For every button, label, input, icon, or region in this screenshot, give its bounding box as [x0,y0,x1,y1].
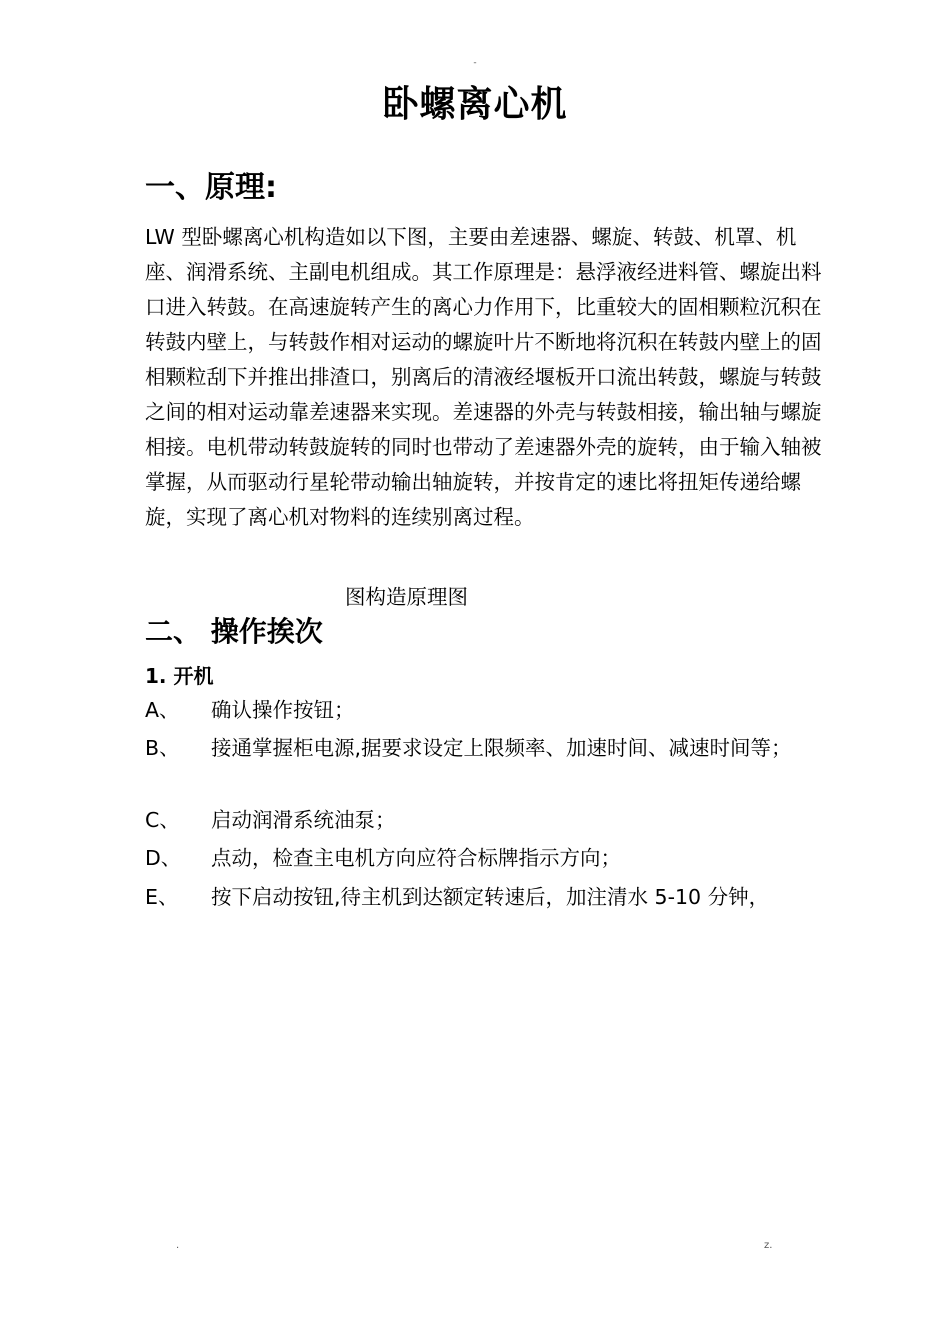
step-text: 启动润滑系统油泵； [211,808,396,832]
step-b [145,731,835,766]
subsection-startup-heading: 1. 开机 [145,664,214,688]
step-label: E、 [145,885,179,909]
step-label: C、 [145,808,180,832]
step-label: B、 [145,736,180,760]
step-text: 接通掌握柜电源,据要求设定上限频率、加速时间、减速时间等； [211,736,792,760]
header-mark: - [473,58,477,68]
step-text: 确认操作按钮； [211,698,355,722]
step-c [145,803,835,838]
step-text: 按下启动按钮,待主机到达额定转速后，加注清水 5-10 分钟， [211,885,770,909]
section-1-heading: 一、原理: [145,170,277,205]
figure-caption: 图构造原理图 [345,585,468,609]
document-title: 卧螺离心机 [382,84,568,125]
step-e [145,880,835,915]
step-text: 点动，检查主电机方向应符合标牌指示方向； [211,846,621,870]
step-label: A、 [145,698,180,722]
step-a [145,693,835,728]
step-label: D、 [145,846,182,870]
principle-paragraph: LW 型卧螺离心机构造如以下图，主要由差速器、螺旋、转鼓、机罩、机座、润滑系统、主副电机组成。其工作原理是：悬浮液经进料管、螺旋出料口进入转鼓。在高速旋转产生的离心力作用下，比重较大的固相颗粒沉积在转鼓内壁上，与转鼓作相对运动的螺旋叶片不断地将沉积在转鼓内壁上的固相颗粒刮下并推出排渣口，别离后的清液经堰板开口流出转鼓，螺旋与转鼓之间的相对运动靠差速器来实现。差速器的外壳与转鼓相接，输出轴与螺旋相接。电机带动转鼓旋转的同时也带动了差速器外壳的旋转，由于输入轴被掌握，从而驱动行星轮带动输出轴旋转，并按肯定的速比将扭矩传递给螺旋，实现了离心机对物料的连续别离过程。 [145,225,822,529]
section-2-heading: 二、 操作挨次 [145,615,323,648]
footer-right-mark: z. [764,1240,773,1251]
footer-left-mark: . [176,1240,180,1251]
step-d [145,841,835,876]
